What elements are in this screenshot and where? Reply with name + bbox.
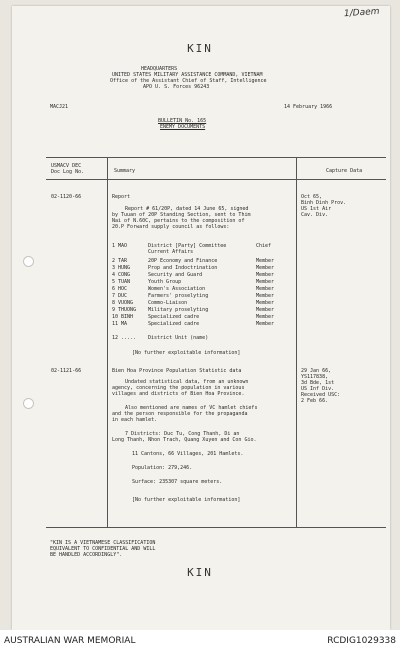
header-line3: Office of the Assistant Chief of Staff, Intelligence — [110, 78, 267, 84]
classification-bottom: KIN — [187, 566, 213, 579]
member-role: Prop and Indoctrination — [148, 265, 218, 271]
capture-line: Cav. Div. — [301, 212, 329, 218]
entry-text: by Tuuan of 20P Standing Section, sent to Thim — [112, 212, 251, 218]
archive-reference: RCDIG1029338 — [327, 636, 396, 646]
member-number: 10 BINH — [112, 314, 134, 320]
member-role: Farmers' proselyting — [148, 293, 209, 299]
column-divider — [296, 157, 297, 527]
classification-note: EQUIVALENT TO CONFIDENTIAL AND WILL — [50, 546, 156, 552]
member-rank: Member — [256, 272, 275, 278]
entry-text: Nai of N.60C, pertains to the composition of — [112, 218, 245, 224]
member-rank: Member — [256, 279, 275, 285]
entry-text: agency, concerning the population in various — [112, 385, 245, 391]
capture-line: Received USC: — [301, 392, 341, 398]
entry-text: 11 Cantons, 66 Villages, 201 Hamlets. — [132, 451, 244, 457]
member-rank: Member — [256, 307, 275, 313]
member-number: 9 THUONG — [112, 307, 137, 313]
member-number: 8 VUONG — [112, 300, 134, 306]
entry-text: and the person responsible for the propaganda — [112, 411, 248, 417]
member-number: 6 HOC — [112, 286, 128, 292]
table-header-rule — [46, 179, 386, 180]
capture-line: Binh Dinh Prov. — [301, 200, 347, 206]
member-rank: Member — [256, 321, 275, 327]
entry-text: Report # 61/20P, dated 14 June 65, signed — [125, 206, 249, 212]
archive-name: AUSTRALIAN WAR MEMORIAL — [4, 636, 136, 646]
capture-line: YS117838, — [301, 374, 329, 380]
member-number: 3 HUNG — [112, 265, 131, 271]
col-header-capture: Capture Data — [326, 168, 363, 174]
entry-doc-number: 02-1121-66 — [51, 368, 82, 374]
member-role: Specialized cadre — [148, 314, 200, 320]
handwritten-note: 1/Daem — [344, 6, 381, 20]
member-role: 20P Economy and Finance — [148, 258, 218, 264]
entry-text: Undated statistical data, from an unknown — [125, 379, 249, 385]
capture-line: US Inf Div. — [301, 386, 335, 392]
member-rank: Member — [256, 258, 275, 264]
col-header-doclog-2: Doc Log No. — [51, 169, 85, 175]
capture-line: Oct 65, — [301, 194, 323, 200]
member-role: Military proselyting — [148, 307, 209, 313]
member-number: 2 TAR — [112, 258, 128, 264]
member-rank: Member — [256, 314, 275, 320]
punch-hole — [23, 398, 34, 409]
table-bottom-rule — [46, 527, 386, 528]
entry-text: villages and districts of Bien Hoa Province. — [112, 391, 245, 397]
member-number: 4 CONG — [112, 272, 131, 278]
capture-line: US 1st Air — [301, 206, 332, 212]
entry-text: 7 Districts: Duc Tu, Cong Thanh, Di an — [125, 431, 240, 437]
member-number: 7 DUC — [112, 293, 128, 299]
header-line1: HEADQUARTERS — [141, 66, 178, 72]
classification-note: "KIN IS A VIETNAMESE CLASSIFICATION — [50, 540, 156, 546]
member-role: Commo-Liaison — [148, 300, 188, 306]
entry-text: Surface: 235307 square meters. — [132, 479, 223, 485]
col-header-summary: Summary — [114, 168, 136, 174]
capture-line: 29 Jan 66, — [301, 368, 332, 374]
entry-title: Bien Hoa Province Population Statistic data — [112, 368, 242, 374]
member-rank: Member — [256, 300, 275, 306]
classification-top: KIN — [187, 42, 213, 55]
entry-text: Also mentioned are names of VC hamlet chiefs — [125, 405, 258, 411]
entry-closing: [No further exploitable information] — [132, 350, 241, 356]
entry-text: Population: 279,246. — [132, 465, 193, 471]
entry-text: Long Thanh, Nhon Trach, Quang Xuyen and Con Gio. — [112, 437, 257, 443]
member-number: 11 MA — [112, 321, 128, 327]
member-role: Security and Guard — [148, 272, 203, 278]
classification-note: BE HANDLED ACCORDINGLY". — [50, 552, 123, 558]
capture-line: 2 Feb 66. — [301, 398, 329, 404]
member-number: 12 ..... — [112, 335, 137, 341]
capture-line: 3d Bde, 1st — [301, 380, 335, 386]
table-top-rule — [46, 157, 386, 158]
entry-closing: [No further exploitable information] — [132, 497, 241, 503]
document-page — [12, 6, 390, 630]
bulletin-number: BULLETIN No. 165 — [158, 118, 207, 124]
member-rank: Member — [256, 286, 275, 292]
member-number: 1 MAO — [112, 243, 128, 249]
col-header-doclog-1: USMACV DEC — [51, 163, 82, 169]
document-date: 14 February 1966 — [284, 104, 333, 110]
member-rank: Member — [256, 293, 275, 299]
header-line2: UNITED STATES MILITARY ASSISTANCE COMMAND, VIETNAM — [112, 72, 263, 78]
member-role: Current Affairs — [148, 249, 194, 255]
member-role: Specialized cadre — [148, 321, 200, 327]
punch-hole — [23, 256, 34, 267]
member-number: 5 TUAN — [112, 279, 131, 285]
member-role: Youth Group — [148, 279, 182, 285]
header-line4: APO U. S. Forces 96243 — [143, 84, 210, 90]
reference-code: MACJ21 — [50, 104, 69, 110]
member-rank: Member — [256, 265, 275, 271]
member-rank: Chief — [256, 243, 272, 249]
bulletin-title: ENEMY DOCUMENTS — [160, 124, 206, 130]
member-role: Women's Association — [148, 286, 206, 292]
entry-text: 20.P Forward supply council as follows: — [112, 224, 230, 230]
entry-text: in each hamlet. — [112, 417, 158, 423]
archive-footer — [0, 630, 400, 654]
entry-title: Report — [112, 194, 131, 200]
member-role: District Unit (name) — [148, 335, 209, 341]
column-divider — [107, 157, 108, 527]
member-role: District [Party] Committee — [148, 243, 227, 249]
entry-doc-number: 02-1120-66 — [51, 194, 82, 200]
